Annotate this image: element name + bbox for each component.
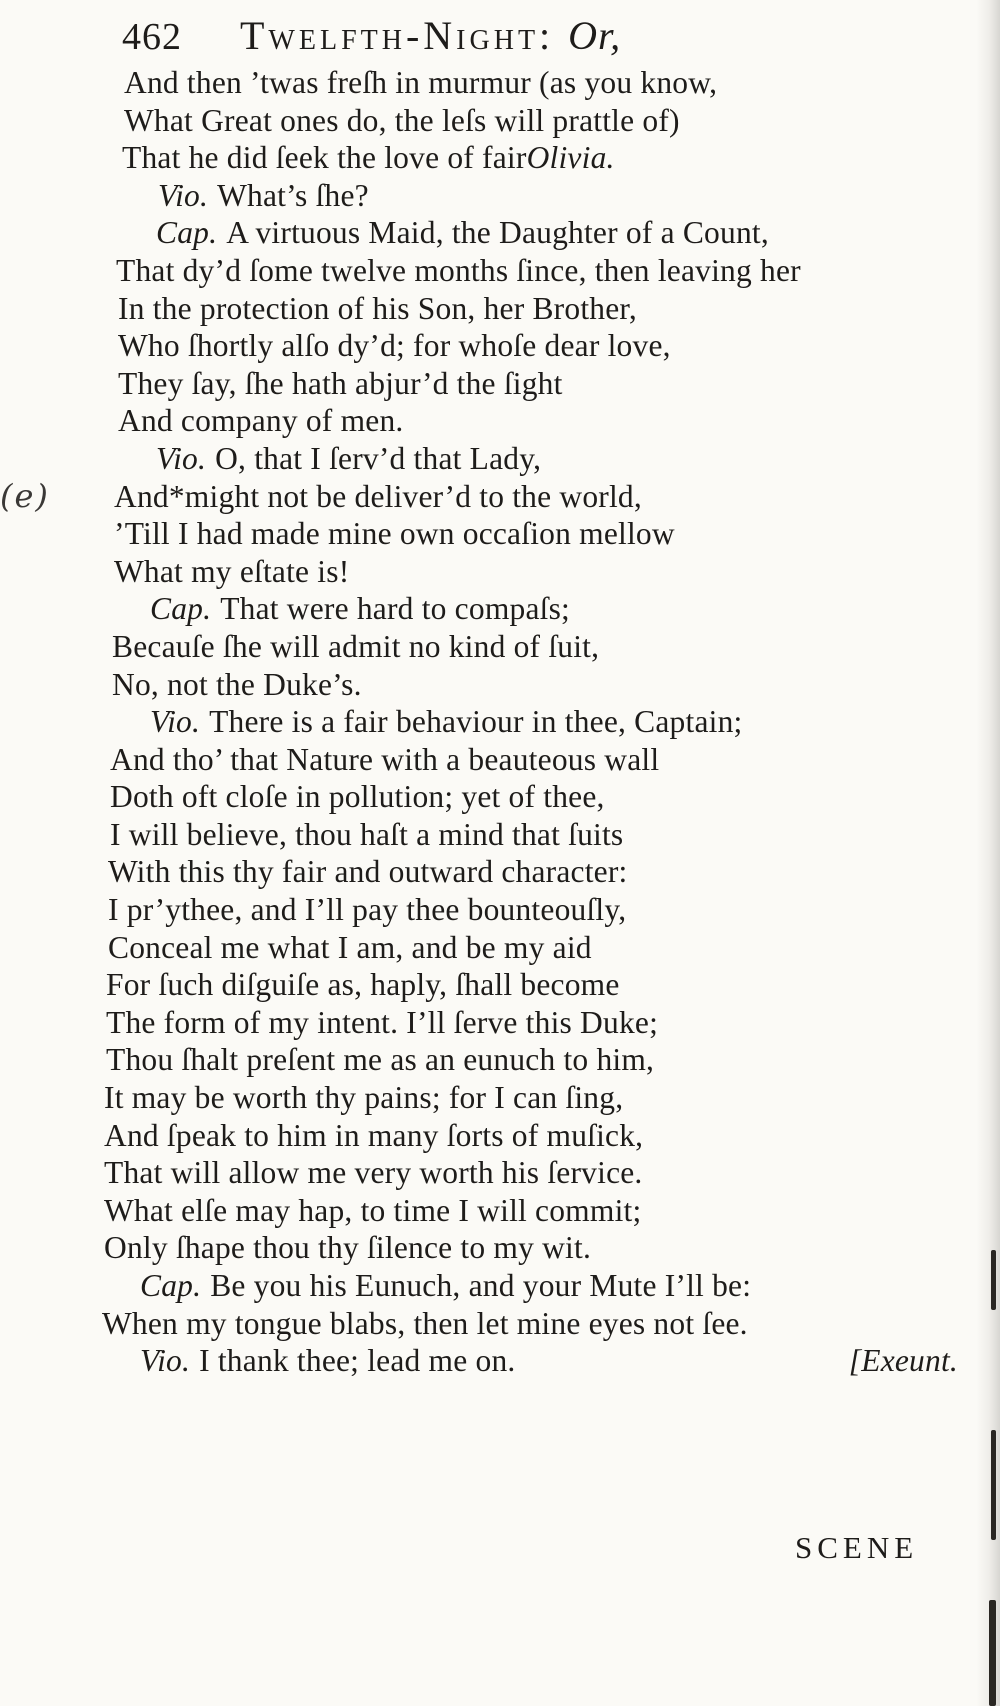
verse-line bbox=[0, 1004, 1000, 1042]
page-number: 462 bbox=[122, 16, 182, 58]
line-text: There is a fair behaviour in thee, Captain; bbox=[209, 704, 743, 740]
speaker-prefix: Cap. bbox=[156, 215, 218, 251]
line-text: That will allow me very worth his ſervice. bbox=[104, 1155, 643, 1191]
verse-line bbox=[0, 252, 1000, 290]
verse-line bbox=[0, 290, 1000, 328]
page-edge-mark bbox=[991, 1430, 996, 1540]
line-text: And*might not be deliver’d to the world, bbox=[114, 478, 642, 514]
line-text: Thou ſhalt preſent me as an eunuch to him, bbox=[106, 1042, 655, 1078]
line-text: A virtuous Maid, the Daughter of a Count, bbox=[226, 215, 769, 251]
verse-line bbox=[0, 816, 1000, 854]
verse-line bbox=[0, 666, 1000, 704]
line-text: Be you his Eunuch, and your Mute I’ll be: bbox=[210, 1268, 752, 1303]
line-text: Who ſhortly alſo dy’d; for whoſe dear love, bbox=[118, 328, 671, 364]
verse-line bbox=[0, 1305, 1000, 1343]
line-text: And company of men. bbox=[118, 403, 404, 439]
verse-line bbox=[0, 778, 1000, 816]
line-text: That he did ſeek the love of fair bbox=[122, 140, 527, 176]
running-title bbox=[240, 6, 621, 66]
line-text: I pr’ythee, and I’ll pay thee bounteouſly, bbox=[108, 892, 627, 928]
verse-line bbox=[0, 139, 1000, 177]
italic-name: Olivia. bbox=[526, 140, 615, 176]
verse-line bbox=[0, 177, 1000, 215]
verse-line bbox=[0, 102, 1000, 140]
line-text: What my eſtate is! bbox=[114, 553, 350, 589]
speaker-prefix: Cap. bbox=[140, 1268, 202, 1303]
line-text: It may be worth thy pains; for I can ſing, bbox=[104, 1080, 624, 1116]
running-title-sub: Or, bbox=[568, 13, 622, 58]
page-edge-mark bbox=[989, 1600, 996, 1706]
line-text: No, not the Duke’s. bbox=[112, 666, 362, 702]
verse-line bbox=[0, 64, 1000, 102]
verse-line bbox=[0, 590, 1000, 628]
line-text: I thank thee; lead me on. bbox=[199, 1343, 516, 1379]
verse-line bbox=[0, 929, 1000, 967]
verse-line bbox=[0, 1267, 1000, 1305]
speaker-prefix: Vio. bbox=[140, 1343, 191, 1379]
verse-line bbox=[0, 628, 1000, 666]
line-text: What’s ſhe? bbox=[217, 177, 369, 213]
verse-line bbox=[0, 214, 1000, 252]
line-text: The form of my intent. I’ll ſerve this Duke; bbox=[106, 1004, 659, 1040]
speaker-prefix: Vio. bbox=[158, 177, 209, 213]
line-text: For ſuch diſguiſe as, haply, ſhall become bbox=[106, 967, 620, 1003]
page-edge-shadow bbox=[976, 0, 1000, 1706]
line-text: With this thy fair and outward character: bbox=[108, 854, 628, 890]
line-text: In the protection of his Son, her Brother, bbox=[118, 290, 637, 326]
verse-line bbox=[0, 402, 1000, 440]
running-title-main: Twelfth-Night: bbox=[240, 13, 555, 58]
verse-line bbox=[0, 1342, 1000, 1380]
verse-line bbox=[0, 1079, 1000, 1117]
margin-annotation: (e) bbox=[0, 477, 50, 515]
verse-line bbox=[0, 1154, 1000, 1192]
line-text: And tho’ that Nature with a beauteous wall bbox=[110, 741, 660, 777]
line-text: That were hard to compaſs; bbox=[220, 591, 571, 627]
line-text: I will believe, thou haſt a mind that ſuits bbox=[110, 816, 624, 852]
verse-line bbox=[0, 966, 1000, 1004]
catchword: SCENE bbox=[795, 1530, 919, 1565]
verse-line bbox=[0, 365, 1000, 403]
line-text: That dy’d ſome twelve months ſince, then leaving her bbox=[116, 252, 801, 288]
verse-line bbox=[0, 327, 1000, 365]
line-text: ’Till I had made mine own occaſion mellow bbox=[114, 516, 675, 552]
page-header bbox=[122, 6, 621, 66]
speaker-prefix: Vio. bbox=[156, 440, 207, 476]
verse-line bbox=[0, 1041, 1000, 1079]
line-text: Becauſe ſhe will admit no kind of ſuit, bbox=[112, 628, 600, 664]
speaker-prefix: Cap. bbox=[150, 591, 212, 627]
line-text: And ſpeak to him in many ſorts of muſick, bbox=[104, 1117, 644, 1153]
verse-line bbox=[0, 703, 1000, 741]
line-text: What Great ones do, the leſs will prattle of) bbox=[124, 102, 680, 138]
verse-line bbox=[0, 515, 1000, 553]
verse-text-block bbox=[0, 64, 1000, 1380]
verse-line bbox=[0, 741, 1000, 779]
line-text: Conceal me what I am, and be my aid bbox=[108, 929, 592, 965]
line-text: What elſe may hap, to time I will commit; bbox=[104, 1192, 642, 1228]
verse-line bbox=[0, 891, 1000, 929]
verse-line bbox=[0, 1229, 1000, 1267]
line-text: They ſay, ſhe hath abjur’d the ſight bbox=[118, 365, 563, 401]
line-text: Doth oft cloſe in pollution; yet of thee, bbox=[110, 779, 605, 815]
line-text: When my tongue blabs, then let mine eyes not ſee. bbox=[102, 1305, 748, 1341]
verse-line bbox=[0, 1192, 1000, 1230]
verse-line bbox=[0, 553, 1000, 591]
verse-line bbox=[0, 1117, 1000, 1155]
verse-line bbox=[0, 440, 1000, 478]
verse-line bbox=[0, 853, 1000, 891]
line-text: Only ſhape thou thy ſilence to my wit. bbox=[104, 1230, 592, 1266]
line-text: And then ’twas freſh in murmur (as you know, bbox=[124, 65, 718, 100]
line-text: O, that I ſerv’d that Lady, bbox=[215, 440, 542, 476]
page-edge-mark bbox=[991, 1250, 996, 1310]
speaker-prefix: Vio. bbox=[150, 704, 201, 740]
verse-line bbox=[0, 478, 1000, 516]
stage-direction: [Exeunt. bbox=[848, 1343, 958, 1379]
